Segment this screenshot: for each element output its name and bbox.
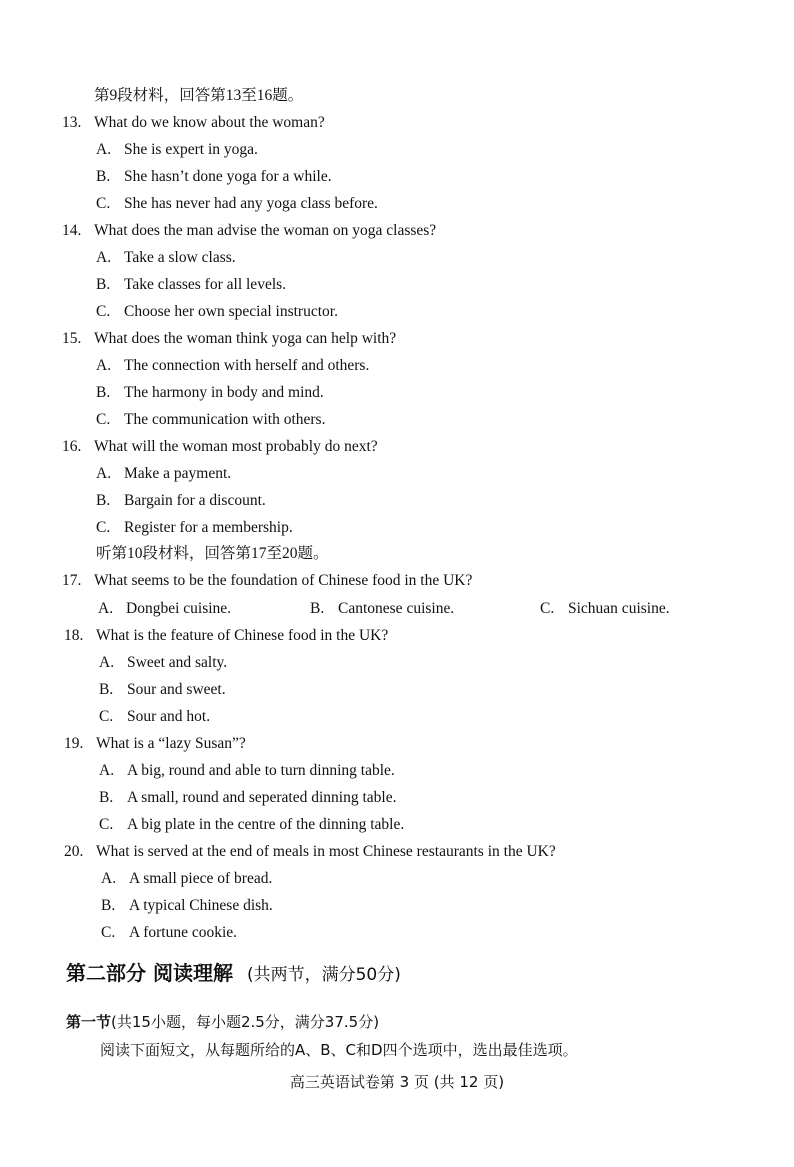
option-letter: A. — [99, 654, 115, 671]
option-letter: B. — [99, 789, 114, 806]
instruction-text: 阅读下面短文，从每题所给的A、B、C和D四个选项中，选出最佳选项。 — [100, 1041, 578, 1059]
option-letter: C. — [99, 708, 114, 725]
option-14b — [96, 275, 286, 295]
section-header: 听第10段材料，回答第17至20题。 — [96, 545, 329, 562]
option-19c — [99, 815, 404, 835]
question-text: What does the woman think yoga can help with? — [94, 330, 397, 347]
option-text: The connection with herself and others. — [124, 357, 370, 374]
option-13c — [96, 194, 378, 214]
question-number: 16. — [62, 438, 82, 455]
part-subtitle: (共两节，满分50分) — [246, 965, 401, 985]
option-text: Take classes for all levels. — [124, 276, 287, 293]
option-20a — [101, 869, 272, 889]
option-text: The communication with others. — [124, 411, 326, 428]
option-letter: A. — [101, 870, 117, 887]
option-18c — [99, 707, 210, 727]
option-text: Sichuan cuisine. — [568, 600, 670, 617]
option-letter: C. — [101, 924, 116, 941]
question-15 — [62, 329, 396, 349]
option-text: Sweet and salty. — [127, 654, 228, 671]
option-letter: A. — [98, 600, 114, 617]
section-header: 第9段材料，回答第13至16题。 — [94, 87, 304, 104]
option-16b — [96, 491, 266, 511]
option-18a — [99, 653, 227, 673]
question-text: What is a “lazy Susan”? — [96, 735, 246, 752]
option-text: Make a payment. — [124, 465, 232, 482]
option-text: She is expert in yoga. — [124, 141, 258, 158]
section-title: 第一节 — [66, 1013, 112, 1031]
question-19 — [64, 734, 246, 754]
option-19a — [99, 761, 395, 781]
option-text: Bargain for a discount. — [124, 492, 266, 509]
option-letter: C. — [96, 303, 111, 320]
option-letter: B. — [96, 168, 111, 185]
option-text: Cantonese cuisine. — [338, 600, 455, 617]
option-text: A big, round and able to turn dinning table. — [127, 762, 395, 779]
option-letter: B. — [101, 897, 116, 914]
option-17c — [540, 599, 670, 619]
section-heading — [66, 1012, 379, 1032]
option-15c — [96, 410, 325, 430]
part-heading — [66, 960, 401, 988]
section-subtitle: (共15小题，每小题2.5分，满分37.5分) — [111, 1013, 380, 1031]
question-text: What seems to be the foundation of Chinese food in the UK? — [94, 572, 473, 589]
option-letter: A. — [96, 249, 112, 266]
question-text: What do we know about the woman? — [94, 114, 325, 131]
option-letter: A. — [99, 762, 115, 779]
option-16a — [96, 464, 231, 484]
option-14c — [96, 302, 338, 322]
option-text: Dongbei cuisine. — [126, 600, 232, 617]
option-14a — [96, 248, 236, 268]
option-letter: B. — [96, 384, 111, 401]
option-20b — [101, 896, 273, 916]
question-text: What is the feature of Chinese food in the UK? — [96, 627, 389, 644]
part-title: 第二部分 阅读理解 — [66, 961, 233, 985]
option-text: Sour and sweet. — [127, 681, 226, 698]
option-letter: C. — [96, 519, 111, 536]
option-17a — [98, 599, 231, 619]
option-17b — [310, 599, 454, 619]
question-16 — [62, 437, 378, 457]
option-19b — [99, 788, 396, 808]
option-letter: C. — [96, 411, 111, 428]
option-text: Sour and hot. — [127, 708, 211, 725]
question-text: What does the man advise the woman on yoga classes? — [94, 222, 437, 239]
option-text: A fortune cookie. — [129, 924, 238, 941]
option-text: A small piece of bread. — [129, 870, 273, 887]
option-letter: C. — [99, 816, 114, 833]
question-number: 18. — [64, 627, 84, 644]
option-20c — [101, 923, 237, 943]
question-14 — [62, 221, 436, 241]
question-number: 14. — [62, 222, 82, 239]
option-text: Register for a membership. — [124, 519, 293, 536]
option-15b — [96, 383, 324, 403]
option-letter: A. — [96, 357, 112, 374]
question-text: What is served at the end of meals in most Chinese restaurants in the UK? — [96, 843, 556, 860]
option-15a — [96, 356, 369, 376]
option-18b — [99, 680, 226, 700]
option-letter: C. — [96, 195, 111, 212]
question-13 — [62, 113, 325, 133]
option-text: Take a slow class. — [124, 249, 236, 266]
question-text: What will the woman most probably do next? — [94, 438, 378, 455]
option-text: The harmony in body and mind. — [124, 384, 324, 401]
question-number: 15. — [62, 330, 82, 347]
option-16c — [96, 518, 293, 538]
option-letter: B. — [96, 276, 111, 293]
question-number: 20. — [64, 843, 84, 860]
option-text: A big plate in the centre of the dinning table. — [127, 816, 405, 833]
option-text: A typical Chinese dish. — [129, 897, 273, 914]
option-letter: A. — [96, 141, 112, 158]
option-13b — [96, 167, 332, 187]
option-13a — [96, 140, 258, 160]
question-18 — [64, 626, 388, 646]
question-number: 19. — [64, 735, 84, 752]
option-text: A small, round and seperated dinning table. — [127, 789, 397, 806]
question-20 — [64, 842, 556, 862]
question-17 — [62, 571, 472, 591]
option-text: Choose her own special instructor. — [124, 303, 338, 320]
option-letter: B. — [310, 600, 325, 617]
question-number: 13. — [62, 114, 82, 131]
question-number: 17. — [62, 572, 82, 589]
option-letter: C. — [540, 600, 555, 617]
option-letter: B. — [99, 681, 114, 698]
option-text: She has never had any yoga class before. — [124, 195, 378, 212]
option-letter: B. — [96, 492, 111, 509]
option-letter: A. — [96, 465, 112, 482]
option-text: She hasn’t done yoga for a while. — [124, 168, 332, 185]
page-footer: 高三英语试卷第 3 页 (共 12 页) — [289, 1073, 505, 1091]
